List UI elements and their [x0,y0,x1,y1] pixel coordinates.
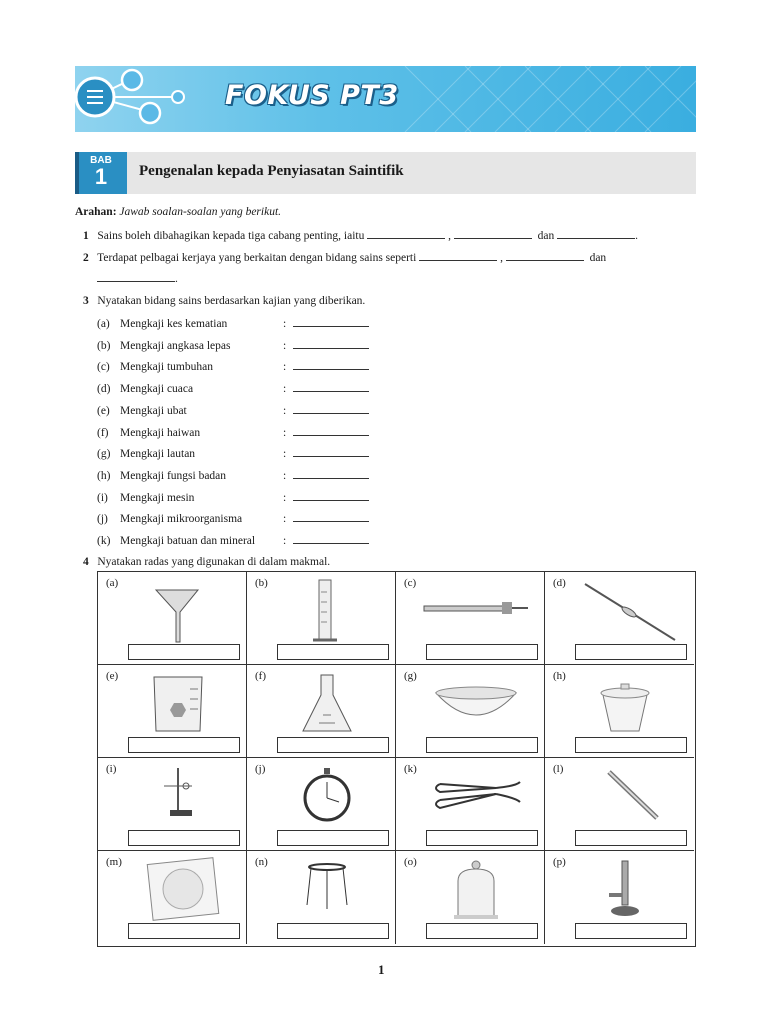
q3-item [97,512,369,525]
q3-item [97,382,369,395]
q2-number: 2 [83,252,89,264]
q3-item-colon: : [283,318,287,330]
apparatus-letter: (m) [106,856,122,868]
apparatus-answer-box[interactable] [128,644,240,660]
chapter-title: Pengenalan kepada Penyiasatan Saintifik [139,163,404,179]
q4-text: Nyatakan radas yang digunakan di dalam makmal. [97,556,331,568]
evaporating-dish-icon [396,665,545,737]
q3-item-text: Mengkaji mikroorganisma [120,513,243,526]
apparatus-letter: (i) [106,763,117,775]
q3-item-answer-blank[interactable] [293,382,369,392]
q1-answer-blank-1[interactable] [367,229,445,239]
apparatus-cell [247,851,396,944]
q3-item-colon: : [283,448,287,461]
apparatus-letter: (e) [106,670,119,682]
q3-item-answer-blank[interactable] [293,360,369,370]
q2-answer-blank-3[interactable] [97,272,175,282]
q3-item-letter: (i) [97,491,108,504]
apparatus-letter: (d) [553,577,566,589]
q1-end: . [635,230,638,242]
crucible-tongs-icon [396,758,545,830]
q3-item [97,469,369,482]
q3-item-answer-blank[interactable] [293,491,369,501]
q3-item [97,404,369,417]
q1-answer-blank-2[interactable] [454,229,532,239]
question-3 [83,295,365,307]
q3-item-text: Mengkaji angkasa lepas [120,339,231,352]
apparatus-answer-box[interactable] [128,923,240,939]
q3-item-colon: : [283,535,287,547]
q3-item-colon: : [283,339,287,352]
q3-item [97,360,369,373]
measuring-cylinder-icon [247,572,396,644]
spatula-icon [545,758,694,830]
apparatus-cell [396,572,545,665]
q3-item-colon: : [283,383,287,396]
apparatus-letter: (l) [553,763,564,775]
q3-item-text: Mengkaji cuaca [120,383,194,396]
q3-item [97,447,369,460]
q2-separator: , [500,252,503,264]
fokus-banner [75,66,696,132]
q3-item-answer-blank[interactable] [293,426,369,436]
q3-item-text: Mengkaji fungsi badan [120,469,227,482]
q3-item-text: Mengkaji mesin [120,491,195,504]
question-4 [83,556,330,568]
page-number: 1 [378,962,385,977]
chapter-badge [75,152,127,194]
apparatus-letter: (g) [404,670,417,682]
apparatus-letter: (a) [106,577,119,589]
apparatus-cell [247,572,396,665]
q3-item-letter: (g) [97,448,111,461]
apparatus-answer-box[interactable] [426,923,538,939]
q3-number: 3 [83,295,89,307]
q3-item-letter: (d) [97,383,111,396]
q1-number: 1 [83,230,89,242]
apparatus-letter: (j) [255,763,266,775]
q3-item-answer-blank[interactable] [293,469,369,479]
q3-item-text: Mengkaji tumbuhan [120,361,213,374]
q3-item-text: Mengkaji kes kematian [120,318,228,330]
q1-separator: , [448,230,451,242]
apparatus-answer-box[interactable] [426,830,538,846]
q2-answer-blank-2[interactable] [506,251,584,261]
apparatus-cell [98,572,247,665]
apparatus-answer-box[interactable] [426,644,538,660]
apparatus-answer-box[interactable] [128,737,240,753]
apparatus-cell [545,572,694,665]
chapter-bab-label: BAB [90,155,112,166]
q3-item-letter: (h) [97,469,111,482]
q3-item-answer-blank[interactable] [293,512,369,522]
q2-continuation [97,272,178,285]
banner-title: FOKUS PT3 [225,80,399,111]
question-2 [83,251,606,264]
q3-item-letter: (a) [97,318,110,330]
apparatus-cell [247,758,396,851]
retort-stand-icon [98,758,247,830]
q3-item-letter: (c) [97,361,110,374]
apparatus-cell [545,665,694,758]
apparatus-answer-box[interactable] [277,644,389,660]
q3-item [97,534,369,547]
q3-item-text: Mengkaji batuan dan mineral [120,535,256,547]
q3-item-answer-blank[interactable] [293,447,369,457]
burette-icon [396,572,545,644]
conical-flask-icon [247,665,396,737]
q3-item-letter: (k) [97,535,111,547]
q3-item-colon: : [283,513,287,526]
apparatus-letter: (n) [255,856,268,868]
apparatus-answer-box[interactable] [575,737,687,753]
q3-item-colon: : [283,361,287,374]
apparatus-grid [97,571,696,947]
q3-item-answer-blank[interactable] [293,317,369,327]
crucible-icon [545,665,694,737]
q3-item-letter: (f) [97,426,109,439]
q2-and: dan [589,252,607,264]
apparatus-answer-box[interactable] [277,737,389,753]
q2-end: . [175,273,178,285]
apparatus-cell [396,758,545,851]
apparatus-cell [545,851,694,944]
stopwatch-icon [247,758,396,830]
apparatus-answer-box[interactable] [277,830,389,846]
apparatus-letter: (p) [553,856,566,868]
apparatus-cell [247,665,396,758]
funnel-icon [98,572,247,644]
q3-item-letter: (b) [97,339,111,352]
q3-item [97,317,369,330]
apparatus-answer-box[interactable] [575,923,687,939]
tripod-stand-icon [247,851,396,923]
apparatus-letter: (b) [255,577,268,589]
apparatus-letter: (o) [404,856,417,868]
chapter-header [75,152,696,194]
apparatus-cell [98,665,247,758]
q3-item [97,339,369,352]
apparatus-cell [545,758,694,851]
apparatus-letter: (h) [553,670,566,682]
q3-item-text: Mengkaji haiwan [120,426,201,439]
q1-answer-blank-3[interactable] [557,229,635,239]
q3-item-text: Mengkaji ubat [120,404,187,417]
bell-jar-icon [396,851,545,923]
q1-and: dan [537,230,555,242]
apparatus-cell [396,665,545,758]
q2-answer-blank-1[interactable] [419,251,497,261]
apparatus-answer-box[interactable] [128,830,240,846]
apparatus-letter: (c) [404,577,417,589]
apparatus-answer-box[interactable] [277,923,389,939]
q3-item-text: Mengkaji lautan [120,448,196,461]
instructions [75,206,281,218]
q3-item-answer-blank[interactable] [293,339,369,349]
apparatus-cell [98,758,247,851]
q3-item-answer-blank[interactable] [293,404,369,414]
question-1 [83,229,638,242]
apparatus-cell [98,851,247,944]
q3-item-letter: (j) [97,513,108,526]
q3-item-colon: : [283,404,287,417]
apparatus-letter: (k) [404,763,417,775]
apparatus-letter: (f) [255,670,266,682]
apparatus-answer-box[interactable] [426,737,538,753]
pipette-icon [545,572,694,644]
apparatus-answer-box[interactable] [575,830,687,846]
apparatus-answer-box[interactable] [575,644,687,660]
q3-text: Nyatakan bidang sains berdasarkan kajian yang diberikan. [97,295,366,307]
q3-item-colon: : [283,469,287,482]
q3-item-colon: : [283,491,287,504]
q2-text: Terdapat pelbagai kerjaya yang berkaitan dengan bidang sains seperti [97,252,417,264]
q1-text: Sains boleh dibahagikan kepada tiga cabang penting, iaitu [97,230,365,242]
instructions-label: Arahan: [75,206,117,218]
q3-item-answer-blank[interactable] [293,534,369,544]
bunsen-burner-icon [545,851,694,923]
q3-item-colon: : [283,426,287,439]
q4-number: 4 [83,556,89,568]
q3-item [97,426,369,439]
instructions-text: Jawab soalan-soalan yang berikut. [119,206,282,218]
q3-item-letter: (e) [97,404,110,417]
q3-item [97,491,369,504]
beaker-icon [98,665,247,737]
chapter-number: 1 [94,164,108,189]
apparatus-cell [396,851,545,944]
